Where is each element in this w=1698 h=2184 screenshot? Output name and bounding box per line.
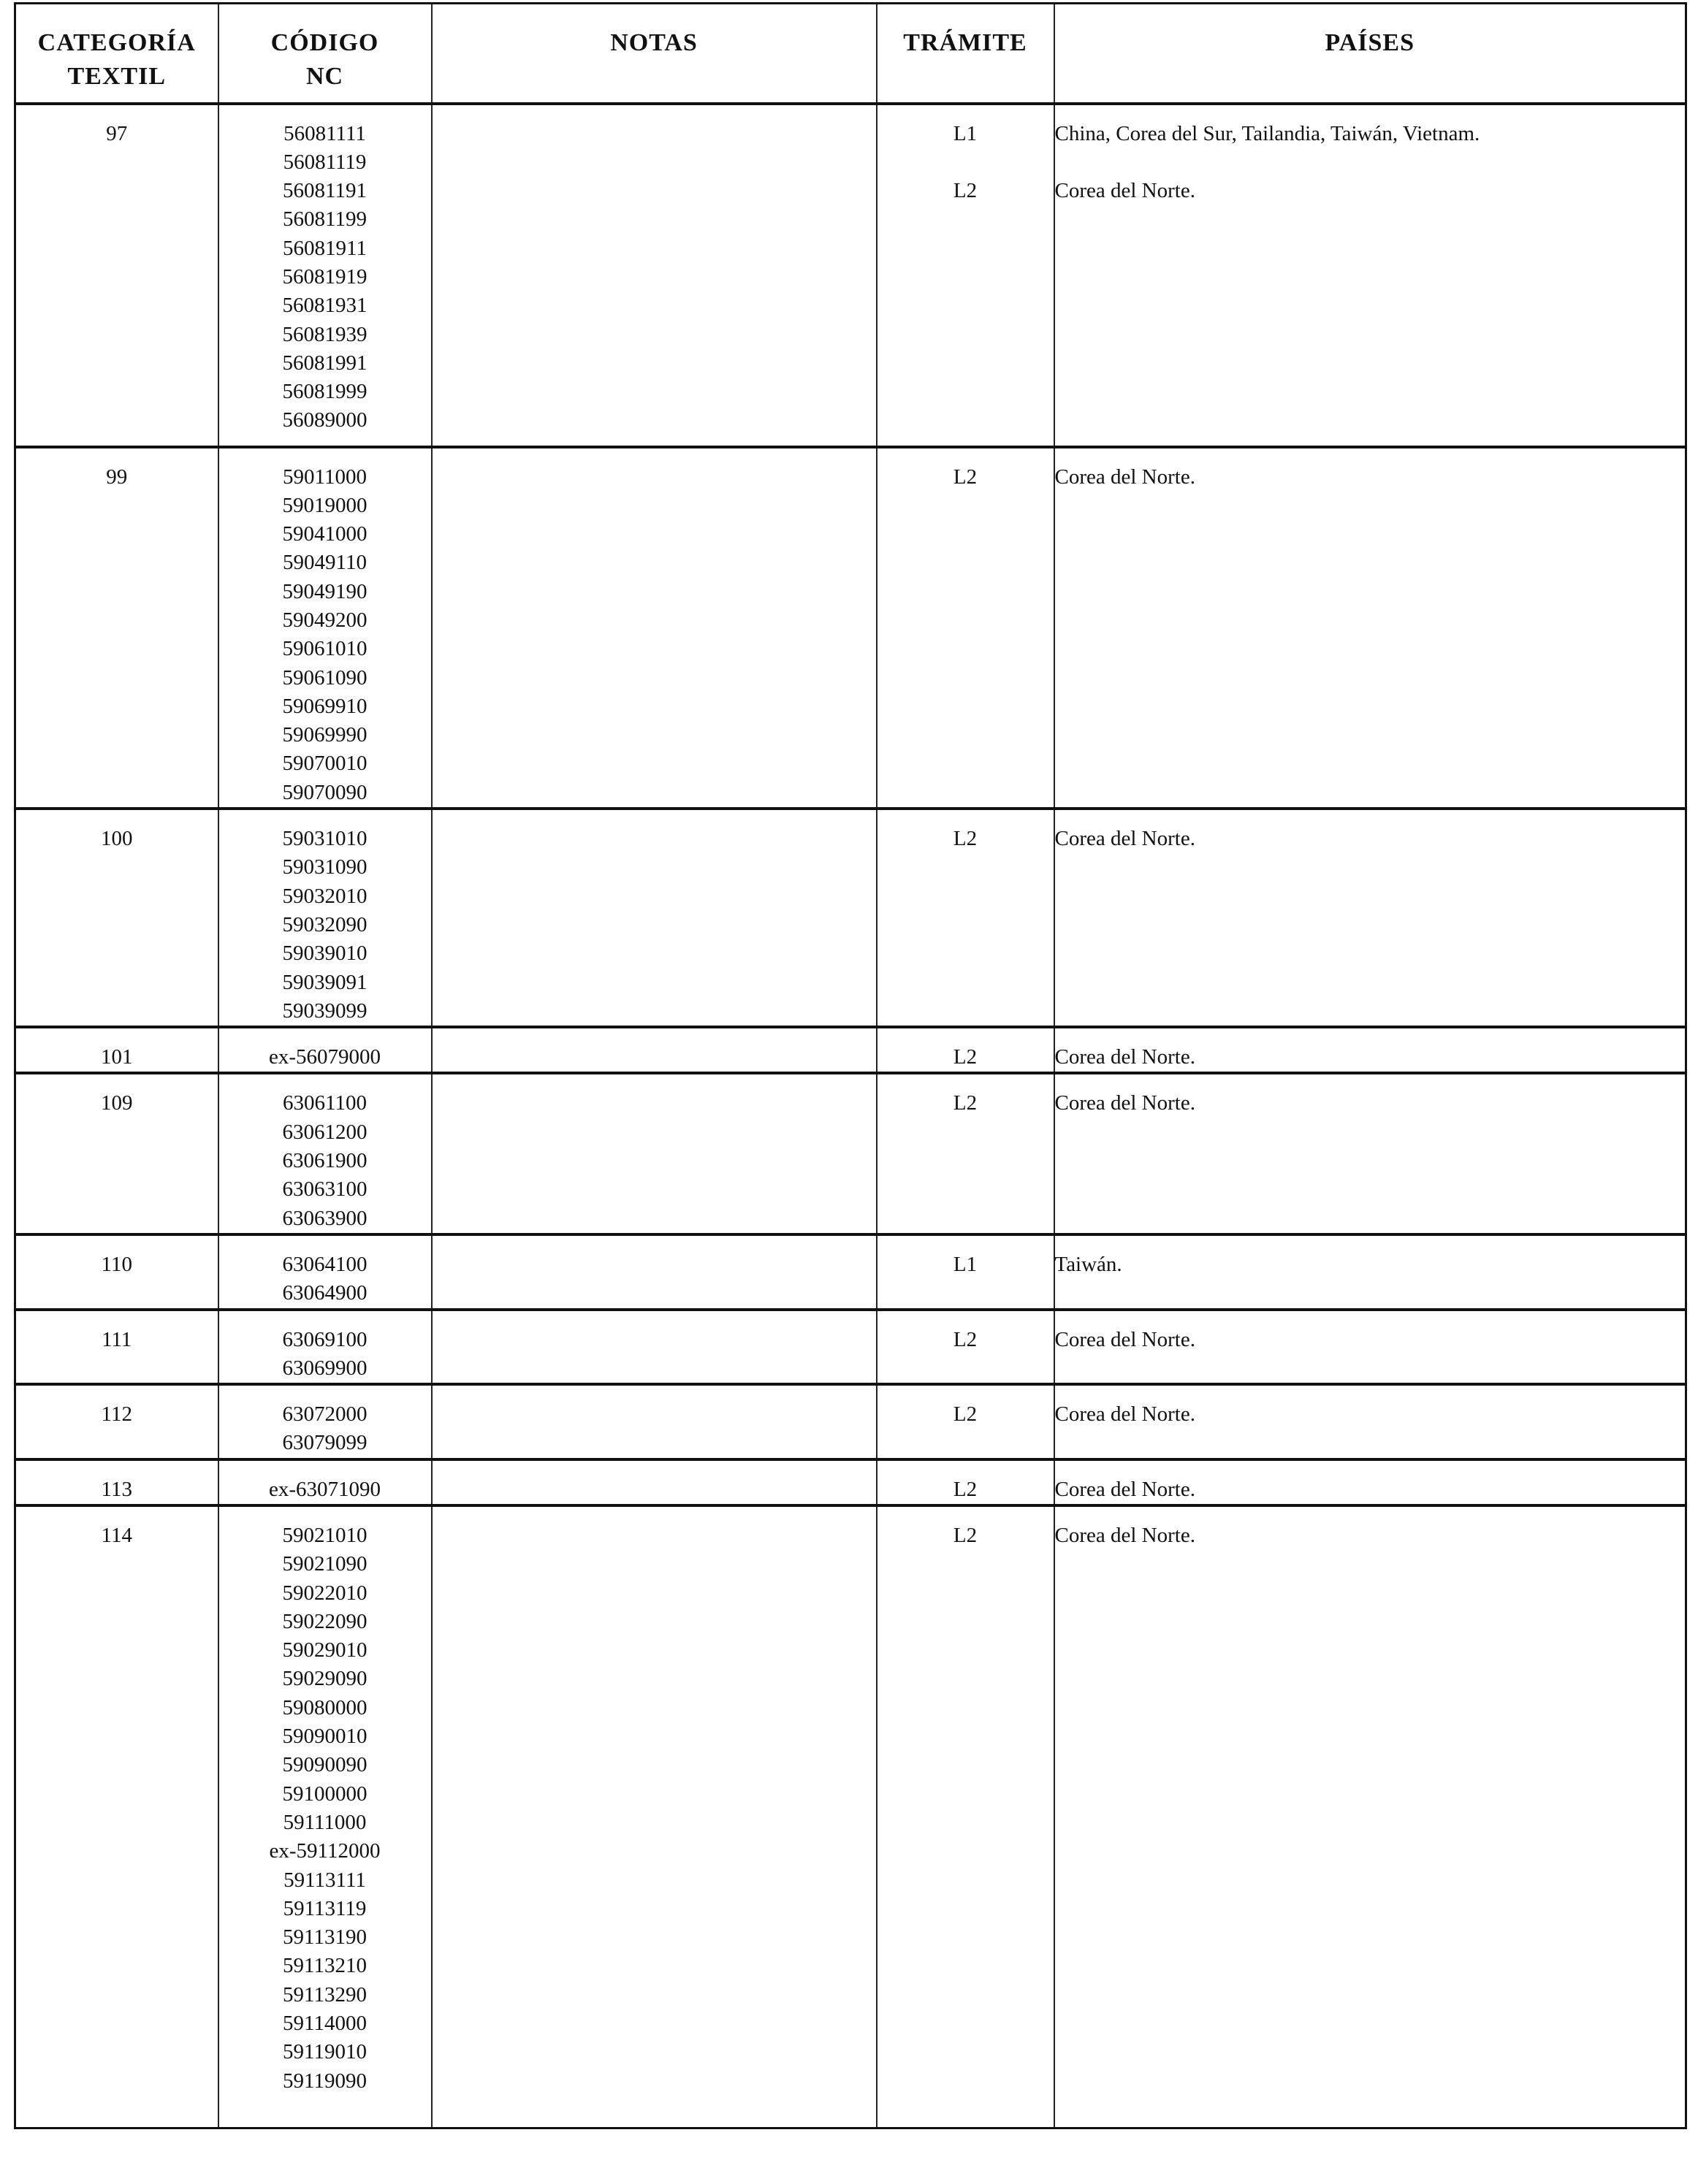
nc-code: 59049200 (282, 608, 368, 632)
nc-code: 63064100 (282, 1252, 368, 1276)
nc-code: 63069100 (282, 1327, 368, 1351)
header-category (15, 4, 218, 104)
code-cell (218, 1459, 432, 1505)
code-cell (218, 104, 432, 447)
nc-code: 59031010 (282, 827, 368, 851)
nc-code: 59029010 (282, 1638, 368, 1662)
nc-code: 59021010 (282, 1524, 368, 1547)
nc-code: 63063100 (282, 1177, 368, 1202)
notes-cell (432, 1073, 877, 1234)
category-cell: 112 (15, 1384, 218, 1459)
procedure-value: L2 (953, 179, 978, 203)
nc-code: 59021090 (282, 1552, 368, 1576)
countries-cell (1054, 1459, 1686, 1505)
procedure-value: L1 (953, 121, 978, 145)
procedure-value: L2 (953, 827, 978, 851)
code-cell (218, 1234, 432, 1310)
header-code-line2: NC (305, 63, 344, 90)
table-header (15, 4, 1686, 104)
nc-code: 56089000 (282, 408, 368, 432)
category-cell: 99 (15, 447, 218, 809)
nc-code: 56081931 (282, 294, 368, 318)
procedure-cell (877, 104, 1054, 447)
nc-code: 59061010 (282, 637, 368, 661)
textile-category-table (14, 2, 1687, 2129)
procedure-value: L2 (953, 1402, 978, 1427)
procedure-value: L2 (953, 1045, 978, 1069)
procedure-value: L2 (953, 1091, 978, 1115)
nc-code: 59113210 (283, 1954, 367, 1978)
table-row (15, 1073, 1686, 1234)
notes-cell (432, 1027, 877, 1073)
nc-code: 59039010 (282, 942, 368, 966)
nc-code: 59019000 (282, 493, 368, 517)
nc-code: 63072000 (282, 1402, 368, 1427)
procedure-cell (877, 1073, 1054, 1234)
nc-code: 59119010 (283, 2040, 367, 2064)
table-row (15, 1459, 1686, 1505)
nc-code: ex-56079000 (268, 1045, 381, 1069)
nc-code: 56081919 (282, 264, 368, 289)
code-cell (218, 1505, 432, 2128)
notes-cell (432, 1459, 877, 1505)
table-row (15, 1234, 1686, 1310)
notes-cell (432, 1384, 877, 1459)
table-row (15, 1505, 1686, 2128)
nc-code: 63064900 (282, 1281, 368, 1305)
nc-code: 56081999 (282, 380, 368, 404)
procedure-value: L2 (953, 465, 978, 489)
category-cell: 113 (15, 1459, 218, 1505)
nc-code: 59114000 (283, 2012, 367, 2036)
notes-cell (432, 1505, 877, 2128)
nc-code: 56081991 (282, 351, 368, 375)
procedure-cell (877, 1505, 1054, 2128)
nc-code: 59022090 (282, 1609, 368, 1633)
procedure-value: L2 (953, 1327, 978, 1351)
notes-cell (432, 447, 877, 809)
countries-cell (1054, 104, 1686, 447)
countries-value: Corea del Norte. (1054, 1524, 1195, 1547)
nc-code: 56081191 (283, 179, 367, 203)
nc-code: 63061900 (282, 1149, 368, 1173)
header-category-line2: TEXTIL (67, 63, 166, 90)
nc-code: 59113111 (283, 1868, 366, 1892)
table-row (15, 447, 1686, 809)
nc-code: 59070090 (282, 780, 368, 804)
table-row (15, 1310, 1686, 1385)
notes-cell (432, 1234, 877, 1310)
nc-code: 59069990 (282, 723, 368, 747)
procedure-cell (877, 1310, 1054, 1385)
nc-code: 59031090 (282, 855, 368, 879)
table-row (15, 104, 1686, 447)
nc-code: 59029090 (282, 1667, 368, 1691)
code-cell (218, 447, 432, 809)
nc-code: 59119090 (283, 2069, 367, 2093)
nc-code: 56081939 (282, 322, 368, 346)
code-cell (218, 1310, 432, 1385)
category-cell: 97 (15, 104, 218, 447)
nc-code: 56081199 (283, 207, 367, 232)
nc-code: 59070010 (282, 752, 368, 776)
countries-value: Corea del Norte. (1054, 1477, 1195, 1501)
countries-cell (1054, 1310, 1686, 1385)
nc-code: 59032090 (282, 912, 368, 936)
table-row (15, 1027, 1686, 1073)
countries-value: Taiwán. (1054, 1252, 1122, 1276)
notes-cell (432, 104, 877, 447)
code-cell (218, 1384, 432, 1459)
procedure-value: L2 (953, 1477, 978, 1501)
countries-cell (1054, 1073, 1686, 1234)
countries-cell (1054, 1027, 1686, 1073)
procedure-cell (877, 809, 1054, 1027)
nc-code: 56081119 (283, 150, 367, 174)
nc-code: 59049190 (282, 579, 368, 603)
nc-code: 59049110 (283, 551, 367, 575)
countries-cell (1054, 447, 1686, 809)
countries-cell (1054, 1505, 1686, 2128)
nc-code: ex-63071090 (268, 1477, 381, 1501)
nc-code: 59011000 (283, 465, 367, 489)
code-cell (218, 1027, 432, 1073)
countries-cell (1054, 809, 1686, 1027)
header-countries: PAÍSES (1054, 4, 1686, 104)
procedure-cell (877, 447, 1054, 809)
category-cell: 114 (15, 1505, 218, 2128)
procedure-value: L2 (953, 1524, 978, 1547)
code-cell (218, 1073, 432, 1234)
nc-code: 59113290 (283, 1982, 367, 2007)
countries-value: Corea del Norte. (1054, 1402, 1195, 1427)
procedure-cell (877, 1459, 1054, 1505)
nc-code: 59090010 (282, 1725, 368, 1749)
notes-cell (432, 809, 877, 1027)
header-notes: NOTAS (432, 4, 877, 104)
procedure-cell (877, 1384, 1054, 1459)
nc-code: 56081111 (283, 121, 366, 145)
category-cell: 101 (15, 1027, 218, 1073)
nc-code: 63079099 (282, 1431, 368, 1455)
nc-code: 59111000 (283, 1810, 367, 1834)
nc-code: 59041000 (282, 522, 368, 546)
nc-code: 59113119 (283, 1896, 367, 1920)
nc-code: 63061100 (283, 1091, 367, 1115)
nc-code: 63061200 (282, 1120, 368, 1144)
nc-code: 56081911 (283, 236, 367, 260)
category-cell: 110 (15, 1234, 218, 1310)
countries-value: Corea del Norte. (1054, 465, 1195, 489)
countries-cell (1054, 1384, 1686, 1459)
nc-code: 63063900 (282, 1206, 368, 1230)
nc-code: 59080000 (282, 1695, 368, 1719)
nc-code: 59069910 (282, 694, 368, 718)
procedure-value: L1 (953, 1252, 978, 1276)
countries-value: Corea del Norte. (1054, 1327, 1195, 1351)
procedure-cell (877, 1027, 1054, 1073)
header-procedure: TRÁMITE (877, 4, 1054, 104)
header-category-line1: CATEGORÍA (37, 29, 196, 56)
countries-value: Corea del Norte. (1054, 1045, 1195, 1069)
procedure-cell (877, 1234, 1054, 1310)
table-body (15, 104, 1686, 2128)
countries-value: Corea del Norte. (1054, 179, 1195, 203)
nc-code: 59022010 (282, 1581, 368, 1605)
nc-code: 59032010 (282, 884, 368, 908)
countries-value: Corea del Norte. (1054, 827, 1195, 851)
countries-value: China, Corea del Sur, Tailandia, Taiwán, Vietnam. (1054, 121, 1480, 145)
header-code-line1: CÓDIGO (270, 29, 379, 56)
category-cell: 109 (15, 1073, 218, 1234)
nc-code: 63069900 (282, 1356, 368, 1380)
nc-code: 59061090 (282, 665, 368, 690)
notes-cell (432, 1310, 877, 1385)
countries-cell (1054, 1234, 1686, 1310)
code-cell (218, 809, 432, 1027)
header-row (15, 4, 1686, 104)
countries-value: Corea del Norte. (1054, 1091, 1195, 1115)
nc-code: 59039091 (282, 970, 368, 994)
nc-code: 59113190 (283, 1925, 367, 1950)
nc-code: ex-59112000 (269, 1839, 381, 1863)
header-code (218, 4, 432, 104)
nc-code: 59100000 (282, 1782, 368, 1806)
table-row (15, 809, 1686, 1027)
table-row (15, 1384, 1686, 1459)
category-cell: 111 (15, 1310, 218, 1385)
nc-code: 59039099 (282, 999, 368, 1023)
category-cell: 100 (15, 809, 218, 1027)
nc-code: 59090090 (282, 1753, 368, 1777)
